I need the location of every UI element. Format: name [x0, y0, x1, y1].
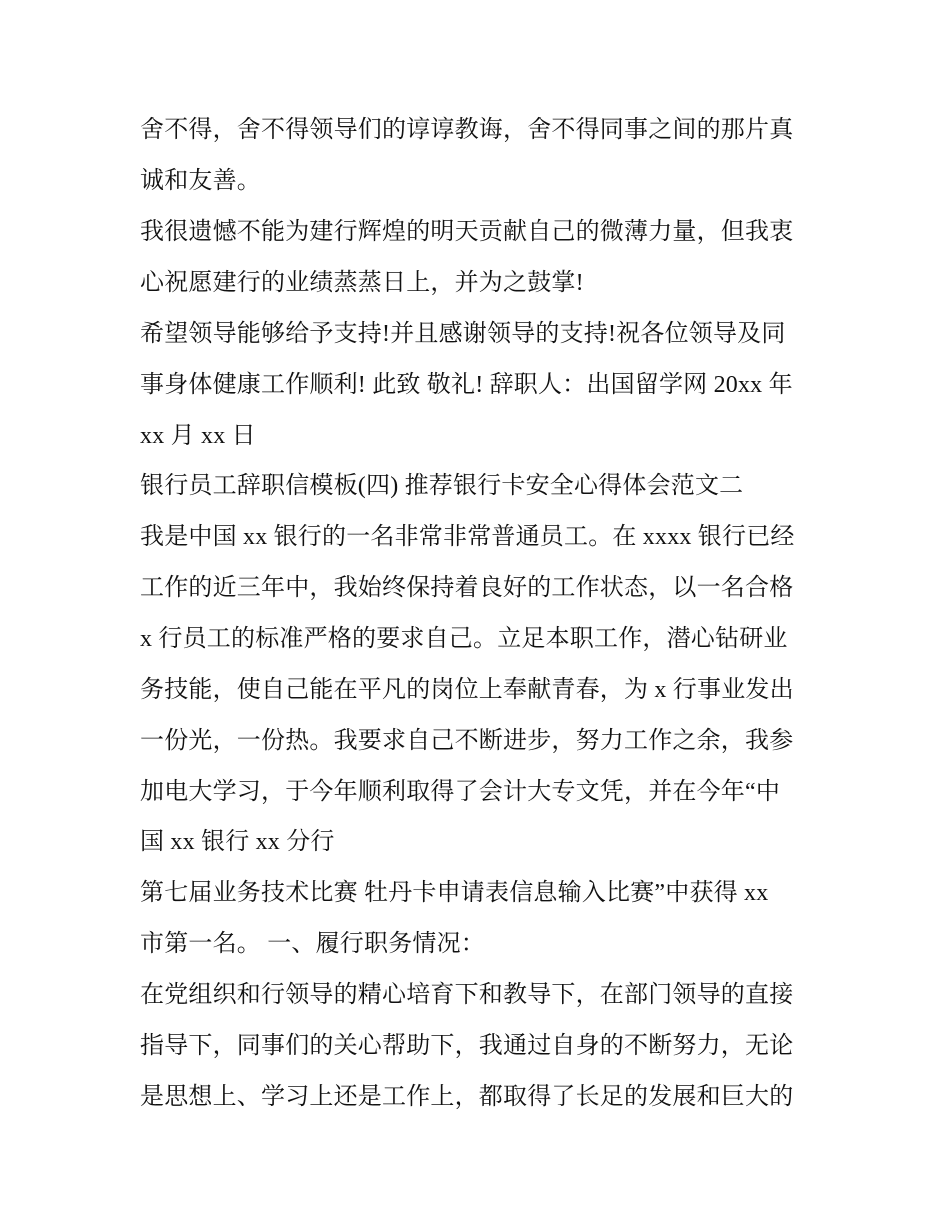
- text-line: 第七届业务技术比赛 牡丹卡申请表信息输入比赛”中获得 xx: [140, 880, 769, 906]
- text-line: 舍不得，舍不得领导们的谆谆教诲，舍不得同事之间的那片真: [140, 117, 794, 143]
- text-line: 务技能，使自己能在平凡的岗位上奉献青春，为 x 行事业发出: [140, 677, 794, 703]
- text-line: 工作的近三年中，我始终保持着良好的工作状态，以一名合格: [140, 575, 794, 601]
- text-line: 指导下，同事们的关心帮助下，我通过自身的不断努力，无论: [140, 1033, 794, 1059]
- text-line: 诚和友善。: [140, 168, 261, 194]
- text-line: 希望领导能够给予支持!并且感谢领导的支持!祝各位领导及同: [140, 321, 786, 347]
- text-line: 心祝愿建行的业绩蒸蒸日上，并为之鼓掌!: [140, 270, 584, 296]
- text-line: 市第一名。 一、履行职务情况：: [140, 931, 485, 957]
- text-line: 一份光，一份热。我要求自己不断进步，努力工作之余，我参: [140, 728, 794, 754]
- text-line: 是思想上、学习上还是工作上，都取得了长足的发展和巨大的: [140, 1084, 794, 1110]
- text-line: 在党组织和行领导的精心培育下和教导下，在部门领导的直接: [140, 982, 794, 1008]
- text-line: 国 xx 银行 xx 分行: [140, 829, 335, 855]
- text-line: x 行员工的标准严格的要求自己。立足本职工作，潜心钻研业: [140, 626, 788, 652]
- text-line: 我很遗憾不能为建行辉煌的明天贡献自己的微薄力量，但我衷: [140, 219, 794, 245]
- section-heading: 银行员工辞职信模板(四) 推荐银行卡安全心得体会范文二: [140, 473, 744, 499]
- text-line: 加电大学习，于今年顺利取得了会计大专文凭，并在今年“中: [140, 779, 781, 805]
- text-line: xx 月 xx 日: [140, 423, 256, 449]
- text-line: 事身体健康工作顺利! 此致 敬礼! 辞职人：出国留学网 20xx 年: [140, 372, 793, 398]
- text-line: 我是中国 xx 银行的一名非常非常普通员工。在 xxxx 银行已经: [140, 524, 795, 550]
